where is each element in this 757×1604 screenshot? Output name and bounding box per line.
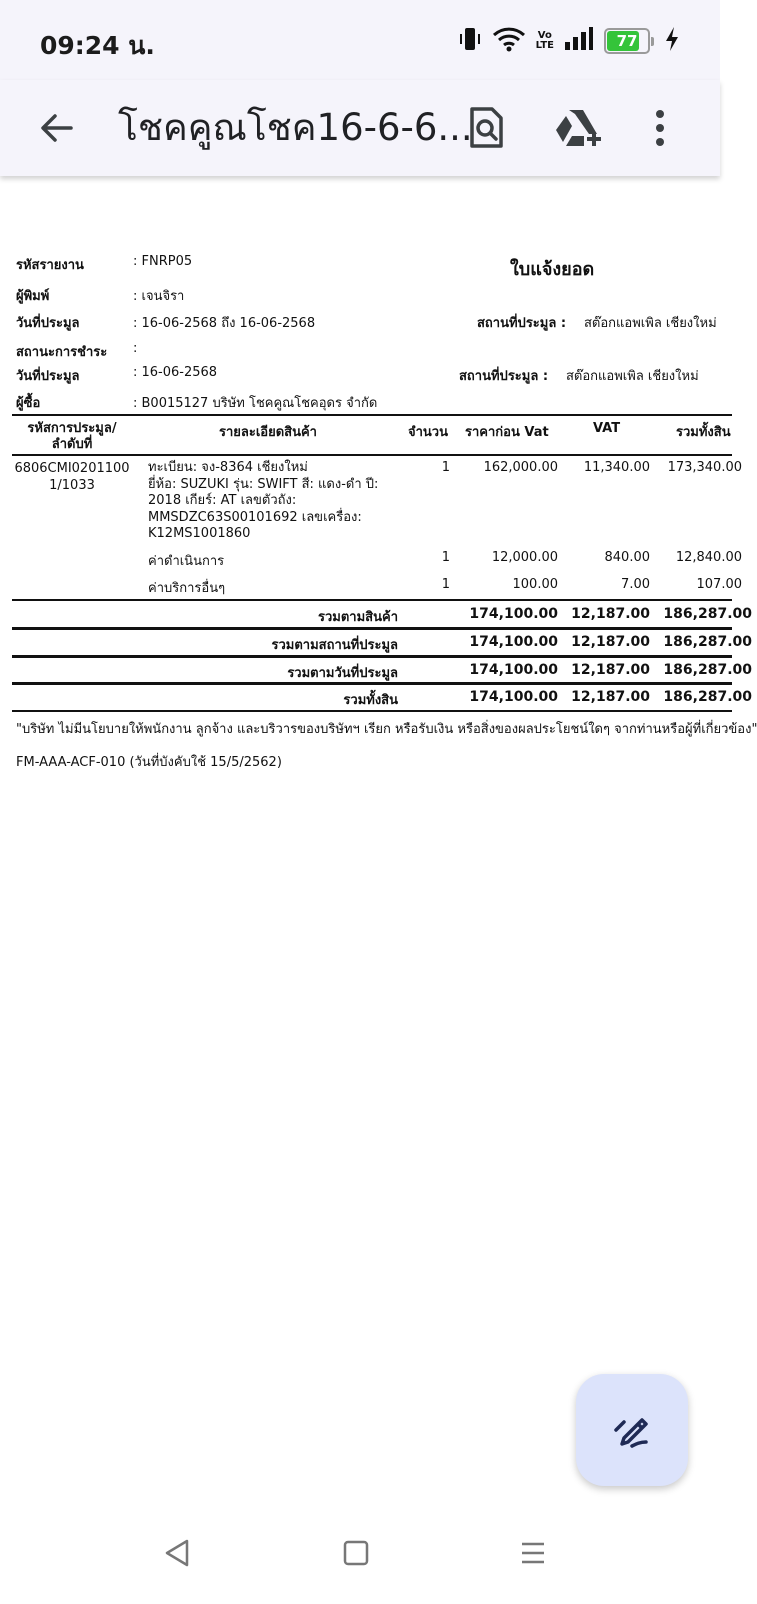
detail-line: MMSDZC63S00101692 เลขเครื่อง: bbox=[148, 509, 362, 525]
auction-place-value: สต๊อกแอพเพิล เชียงใหม่ bbox=[584, 316, 717, 331]
add-to-drive-icon bbox=[554, 108, 602, 148]
row-price: 12,000.00 bbox=[491, 550, 558, 565]
summary-rule bbox=[12, 655, 732, 658]
header-total: รวมทั้งสิน bbox=[676, 425, 731, 440]
row-code-line1: 6806CMI0201100 bbox=[14, 461, 130, 476]
summary-total: 186,287.00 bbox=[663, 634, 752, 650]
form-code: FM-AAA-ACF-010 (วันที่บังคับใช้ 15/5/2562) bbox=[16, 755, 282, 770]
printer-value: : เจนจิรา bbox=[133, 289, 185, 304]
buyer-label: ผู้ซื้อ bbox=[16, 396, 41, 411]
charging-icon bbox=[664, 26, 680, 56]
wifi-icon bbox=[492, 26, 526, 56]
auction-place-label: สถานที่ประมูล : bbox=[477, 316, 567, 331]
printer-label: ผู้พิมพ์ bbox=[16, 289, 50, 304]
summary-vat: 12,187.00 bbox=[571, 606, 650, 622]
row-price: 162,000.00 bbox=[483, 460, 558, 475]
back-button[interactable] bbox=[26, 98, 86, 158]
payment-status-value: : bbox=[133, 341, 138, 356]
nav-menu-icon bbox=[519, 1539, 547, 1567]
more-vert-icon bbox=[655, 110, 665, 146]
summary-price: 174,100.00 bbox=[469, 662, 558, 678]
status-time: 09:24 น. bbox=[40, 31, 155, 60]
row-detail: ค่าดำเนินการ bbox=[148, 554, 225, 569]
more-options-button[interactable] bbox=[630, 98, 690, 158]
annotate-button[interactable] bbox=[576, 1374, 688, 1486]
search-document-button[interactable] bbox=[456, 98, 516, 158]
payment-status-label: สถานะการชำระ bbox=[16, 345, 108, 360]
nav-home-icon bbox=[342, 1539, 370, 1567]
auction-date-value: : 16-06-2568 ถึง 16-06-2568 bbox=[133, 316, 316, 331]
nav-recents-button[interactable] bbox=[508, 1528, 558, 1578]
row-vat: 7.00 bbox=[621, 577, 650, 592]
detail-line: K12MS1001860 bbox=[148, 526, 251, 541]
report-code-value: : FNRP05 bbox=[133, 254, 193, 269]
summary-price: 174,100.00 bbox=[469, 689, 558, 705]
summary-price: 174,100.00 bbox=[469, 606, 558, 622]
status-icons bbox=[458, 24, 680, 58]
auction-date-label: วันที่ประมูล bbox=[16, 316, 80, 331]
nav-back-icon bbox=[163, 1538, 191, 1568]
signal-icon bbox=[564, 26, 594, 56]
nav-home-button[interactable] bbox=[331, 1528, 381, 1578]
summary-rule bbox=[12, 627, 732, 630]
summary-label: รวมทั้งสิน bbox=[343, 693, 398, 708]
summary-total: 186,287.00 bbox=[663, 606, 752, 622]
summary-vat: 12,187.00 bbox=[571, 634, 650, 650]
row-qty: 1 bbox=[441, 550, 450, 565]
document-search-icon bbox=[466, 106, 506, 150]
summary-rule bbox=[12, 710, 732, 712]
header-code-line1: รหัสการประมูล/ bbox=[27, 421, 117, 436]
detail-line: ทะเบียน: จง-8364 เชียงใหม่ bbox=[148, 460, 308, 475]
table-top-rule bbox=[12, 414, 732, 416]
row-total: 173,340.00 bbox=[667, 460, 742, 475]
summary-label: รวมตามวันที่ประมูล bbox=[287, 666, 398, 681]
header-code bbox=[14, 421, 130, 453]
row-qty: 1 bbox=[441, 460, 450, 475]
row-detail: ค่าบริการอื่นๆ bbox=[148, 581, 226, 596]
pdf-page[interactable] bbox=[0, 176, 757, 1496]
status-bar bbox=[0, 0, 720, 80]
battery-icon bbox=[604, 28, 654, 54]
document-title: โชคคูณโชค16-6-6... bbox=[118, 106, 473, 149]
row-vat: 840.00 bbox=[604, 550, 650, 565]
vibrate-icon bbox=[458, 26, 482, 56]
save-to-drive-button[interactable] bbox=[548, 98, 608, 158]
row-total: 12,840.00 bbox=[675, 550, 742, 565]
summary-rule bbox=[12, 599, 732, 601]
pen-edit-icon bbox=[610, 1408, 654, 1452]
auction-date2-value: : 16-06-2568 bbox=[133, 365, 218, 380]
system-nav-bar bbox=[0, 1500, 720, 1604]
row-price: 100.00 bbox=[512, 577, 558, 592]
auction-place2-value: สต๊อกแอพเพิล เชียงใหม่ bbox=[566, 369, 699, 384]
header-vat: VAT bbox=[593, 421, 621, 436]
header-code-line2: ลำดับที่ bbox=[51, 437, 93, 452]
summary-rule bbox=[12, 682, 732, 685]
back-arrow-icon bbox=[38, 110, 74, 146]
row-code bbox=[14, 460, 130, 494]
row-detail bbox=[148, 460, 378, 543]
auction-date2-label: วันที่ประมูล bbox=[16, 369, 80, 384]
summary-vat: 12,187.00 bbox=[571, 689, 650, 705]
row-total: 107.00 bbox=[696, 577, 742, 592]
header-price: ราคาก่อน Vat bbox=[465, 425, 549, 440]
summary-total: 186,287.00 bbox=[663, 662, 752, 678]
row-vat: 11,340.00 bbox=[583, 460, 650, 475]
summary-label: รวมตามสถานที่ประมูล bbox=[271, 638, 398, 653]
report-title: ใบแจ้งยอด bbox=[510, 259, 595, 280]
auction-place2-label: สถานที่ประมูล : bbox=[459, 369, 549, 384]
detail-line: ยี่ห้อ: SUZUKI รุ่น: SWIFT สี: แดง-ดำ ปี: bbox=[148, 476, 379, 492]
report-code-label: รหัสรายงาน bbox=[16, 258, 84, 273]
battery-level: 77 bbox=[616, 32, 638, 50]
buyer-value: : B0015127 บริษัท โชคคูณโชคอุดร จำกัด bbox=[133, 396, 378, 411]
summary-label: รวมตามสินค้า bbox=[318, 610, 398, 625]
volte-label-2: LTE bbox=[535, 40, 554, 51]
policy-note: "บริษัท ไม่มีนโยบายให้พนักงาน ลูกจ้าง และบริวารของบริษัทฯ เรียก หรือรับเงิน หรือสิ่งของผลประโยชน์ใดๆ จากท่านหรือผู้ที่เกี่ยวข้อง" bbox=[16, 722, 757, 737]
table-header-rule bbox=[12, 454, 732, 456]
summary-vat: 12,187.00 bbox=[571, 662, 650, 678]
detail-line: 2018 เกียร์: AT เลขตัวถัง: bbox=[148, 493, 297, 508]
nav-back-button[interactable] bbox=[152, 1528, 202, 1578]
summary-price: 174,100.00 bbox=[469, 634, 558, 650]
row-qty: 1 bbox=[441, 577, 450, 592]
header-detail: รายละเอียดสินค้า bbox=[219, 425, 317, 440]
volte-icon bbox=[536, 31, 554, 51]
app-bar bbox=[0, 80, 720, 176]
header-qty: จำนวน bbox=[408, 425, 448, 440]
row-code-line2: 1/1033 bbox=[49, 478, 95, 493]
summary-total: 186,287.00 bbox=[663, 689, 752, 705]
volte-label-1: Vo bbox=[537, 30, 552, 41]
